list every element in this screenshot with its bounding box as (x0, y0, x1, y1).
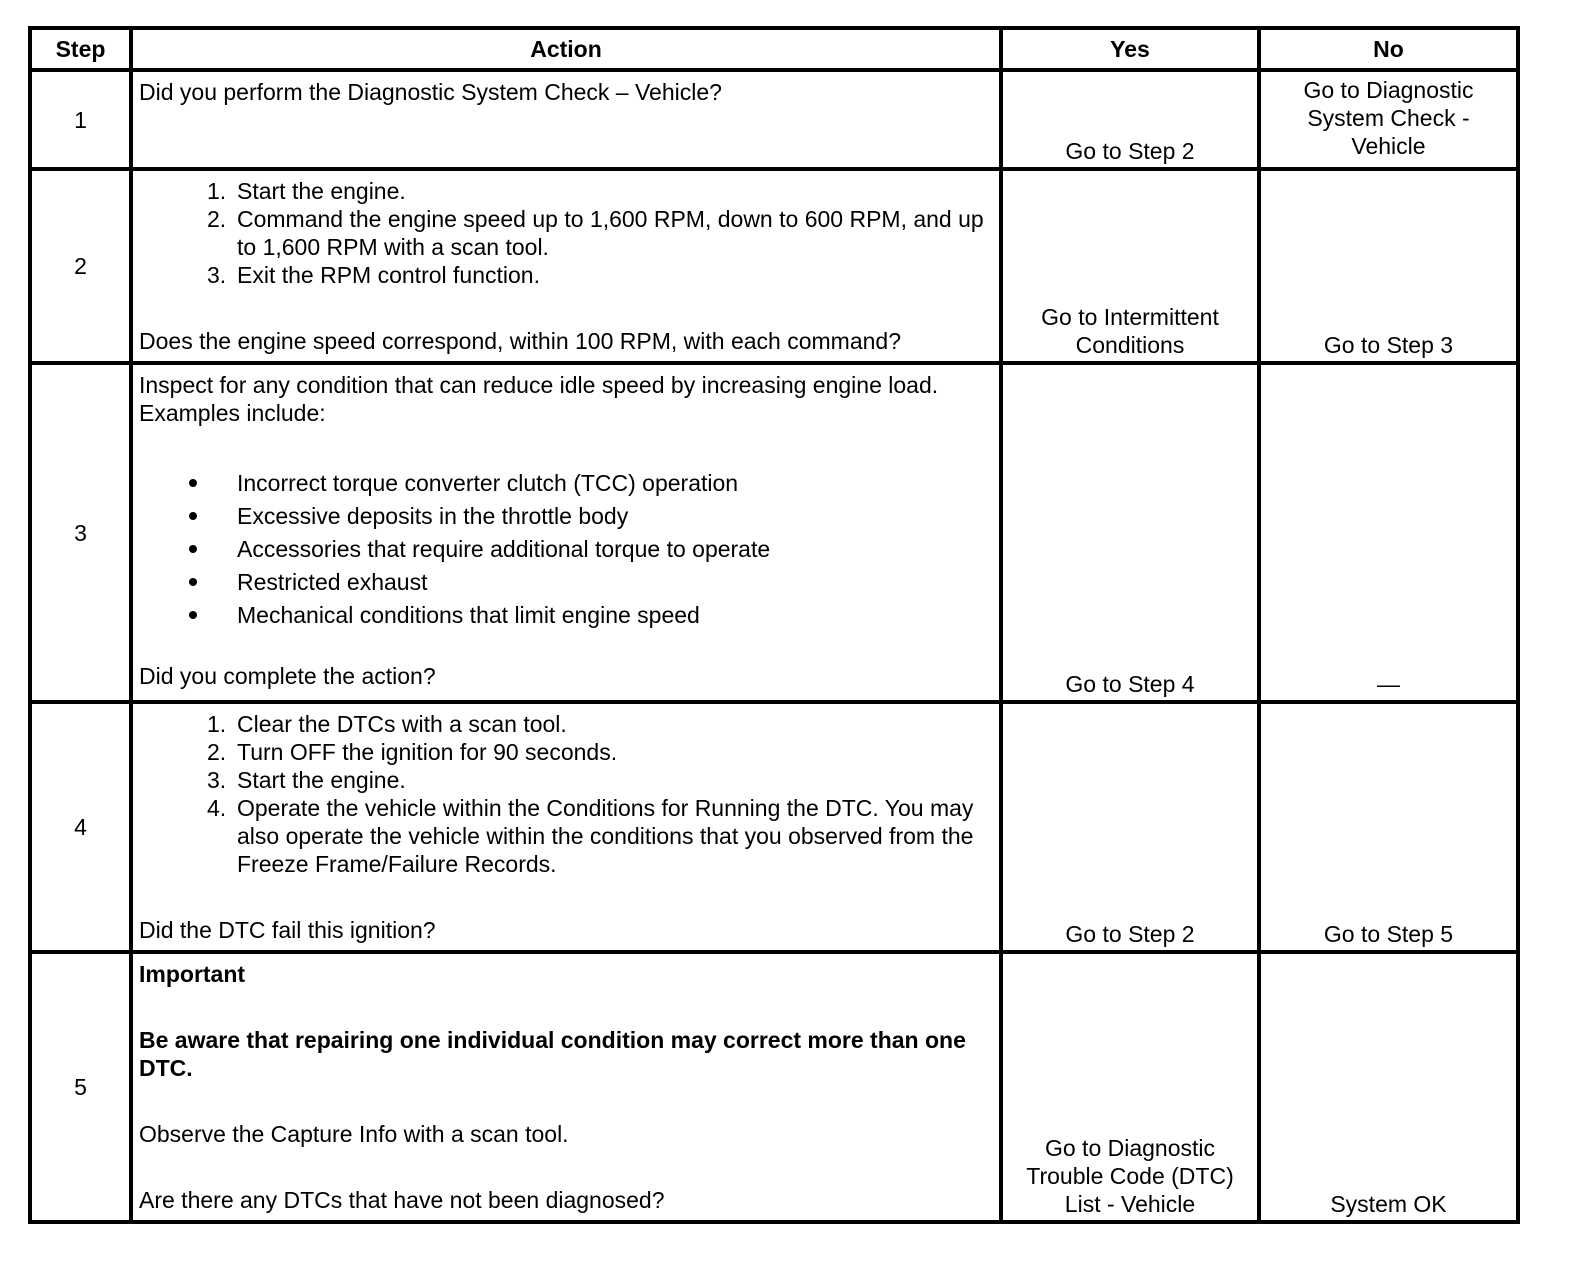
yes-cell: Go to Step 2 (1001, 702, 1259, 952)
no-cell: Go to Step 5 (1259, 702, 1518, 952)
action-question: Did the DTC fail this ignition? (139, 917, 436, 943)
action-cell (131, 702, 1001, 952)
yes-cell: Go to Step 2 (1001, 70, 1259, 169)
no-cell (1259, 363, 1518, 702)
important-title: Important (139, 961, 246, 987)
no-cell (1259, 70, 1518, 169)
header-step: Step (30, 28, 131, 70)
action-question: Did you perform the Diagnostic System Check – Vehicle? (139, 79, 722, 105)
yes-cell: Go to Step 4 (1001, 363, 1259, 702)
table-row (30, 169, 1518, 363)
action-intro: Inspect for any condition that can reduce idle speed by increasing engine load. Examples include: (139, 372, 939, 426)
list-item: Restricted exhaust (139, 568, 991, 596)
action-question: Does the engine speed correspond, within 100 RPM, with each command? (139, 328, 901, 354)
list-item: Incorrect torque converter clutch (TCC) operation (139, 469, 991, 497)
yes-text: Go to Intermittent Conditions (1041, 304, 1219, 358)
action-cell (131, 952, 1001, 1222)
step-number: 1 (30, 70, 131, 169)
action-instruction: Observe the Capture Info with a scan tool. (139, 1121, 569, 1147)
table-row (30, 363, 1518, 702)
no-cell: System OK (1259, 952, 1518, 1222)
list-item: 1. Start the engine. (207, 178, 406, 204)
table-row (30, 70, 1518, 169)
header-row (30, 28, 1518, 70)
header-no: No (1259, 28, 1518, 70)
step-number: 5 (30, 952, 131, 1222)
no-text: — (1377, 671, 1400, 697)
bullet-list (139, 469, 991, 629)
diagnostic-table (28, 26, 1520, 1224)
yes-text: Go to Diagnostic Trouble Code (DTC) List - Vehicle (1026, 1135, 1234, 1217)
list-item: 2. Turn OFF the ignition for 90 seconds. (207, 739, 618, 765)
action-cell (131, 363, 1001, 702)
action-question: Did you complete the action? (139, 663, 436, 689)
list-item: 1. Clear the DTCs with a scan tool. (207, 711, 567, 737)
numbered-list (139, 177, 991, 289)
action-cell (131, 169, 1001, 363)
important-text: Be aware that repairing one individual condition may correct more than one DTC. (139, 1027, 966, 1081)
list-item: Accessories that require additional torque to operate (139, 535, 991, 563)
list-item: Mechanical conditions that limit engine speed (139, 601, 991, 629)
list-item: 2. Command the engine speed up to 1,600 RPM, down to 600 RPM, and up to 1,600 RPM with a scan tool. (207, 206, 984, 260)
table-row (30, 702, 1518, 952)
numbered-list (139, 710, 991, 878)
yes-cell (1001, 952, 1259, 1222)
header-yes: Yes (1001, 28, 1259, 70)
action-cell (131, 70, 1001, 169)
table-row (30, 952, 1518, 1222)
step-number: 2 (30, 169, 131, 363)
list-item: 4. Operate the vehicle within the Conditions for Running the DTC. You may also operate the vehicle within the conditions that you observed from the Freeze Frame/Failure Records. (207, 795, 974, 877)
no-text: Go to Diagnostic System Check - Vehicle (1303, 77, 1474, 159)
list-item: Excessive deposits in the throttle body (139, 502, 991, 530)
step-number: 3 (30, 363, 131, 702)
list-item: 3. Start the engine. (207, 767, 406, 793)
action-question: Are there any DTCs that have not been diagnosed? (139, 1187, 665, 1213)
no-cell: Go to Step 3 (1259, 169, 1518, 363)
yes-cell (1001, 169, 1259, 363)
list-item: 3. Exit the RPM control function. (207, 262, 540, 288)
header-action: Action (131, 28, 1001, 70)
step-number: 4 (30, 702, 131, 952)
